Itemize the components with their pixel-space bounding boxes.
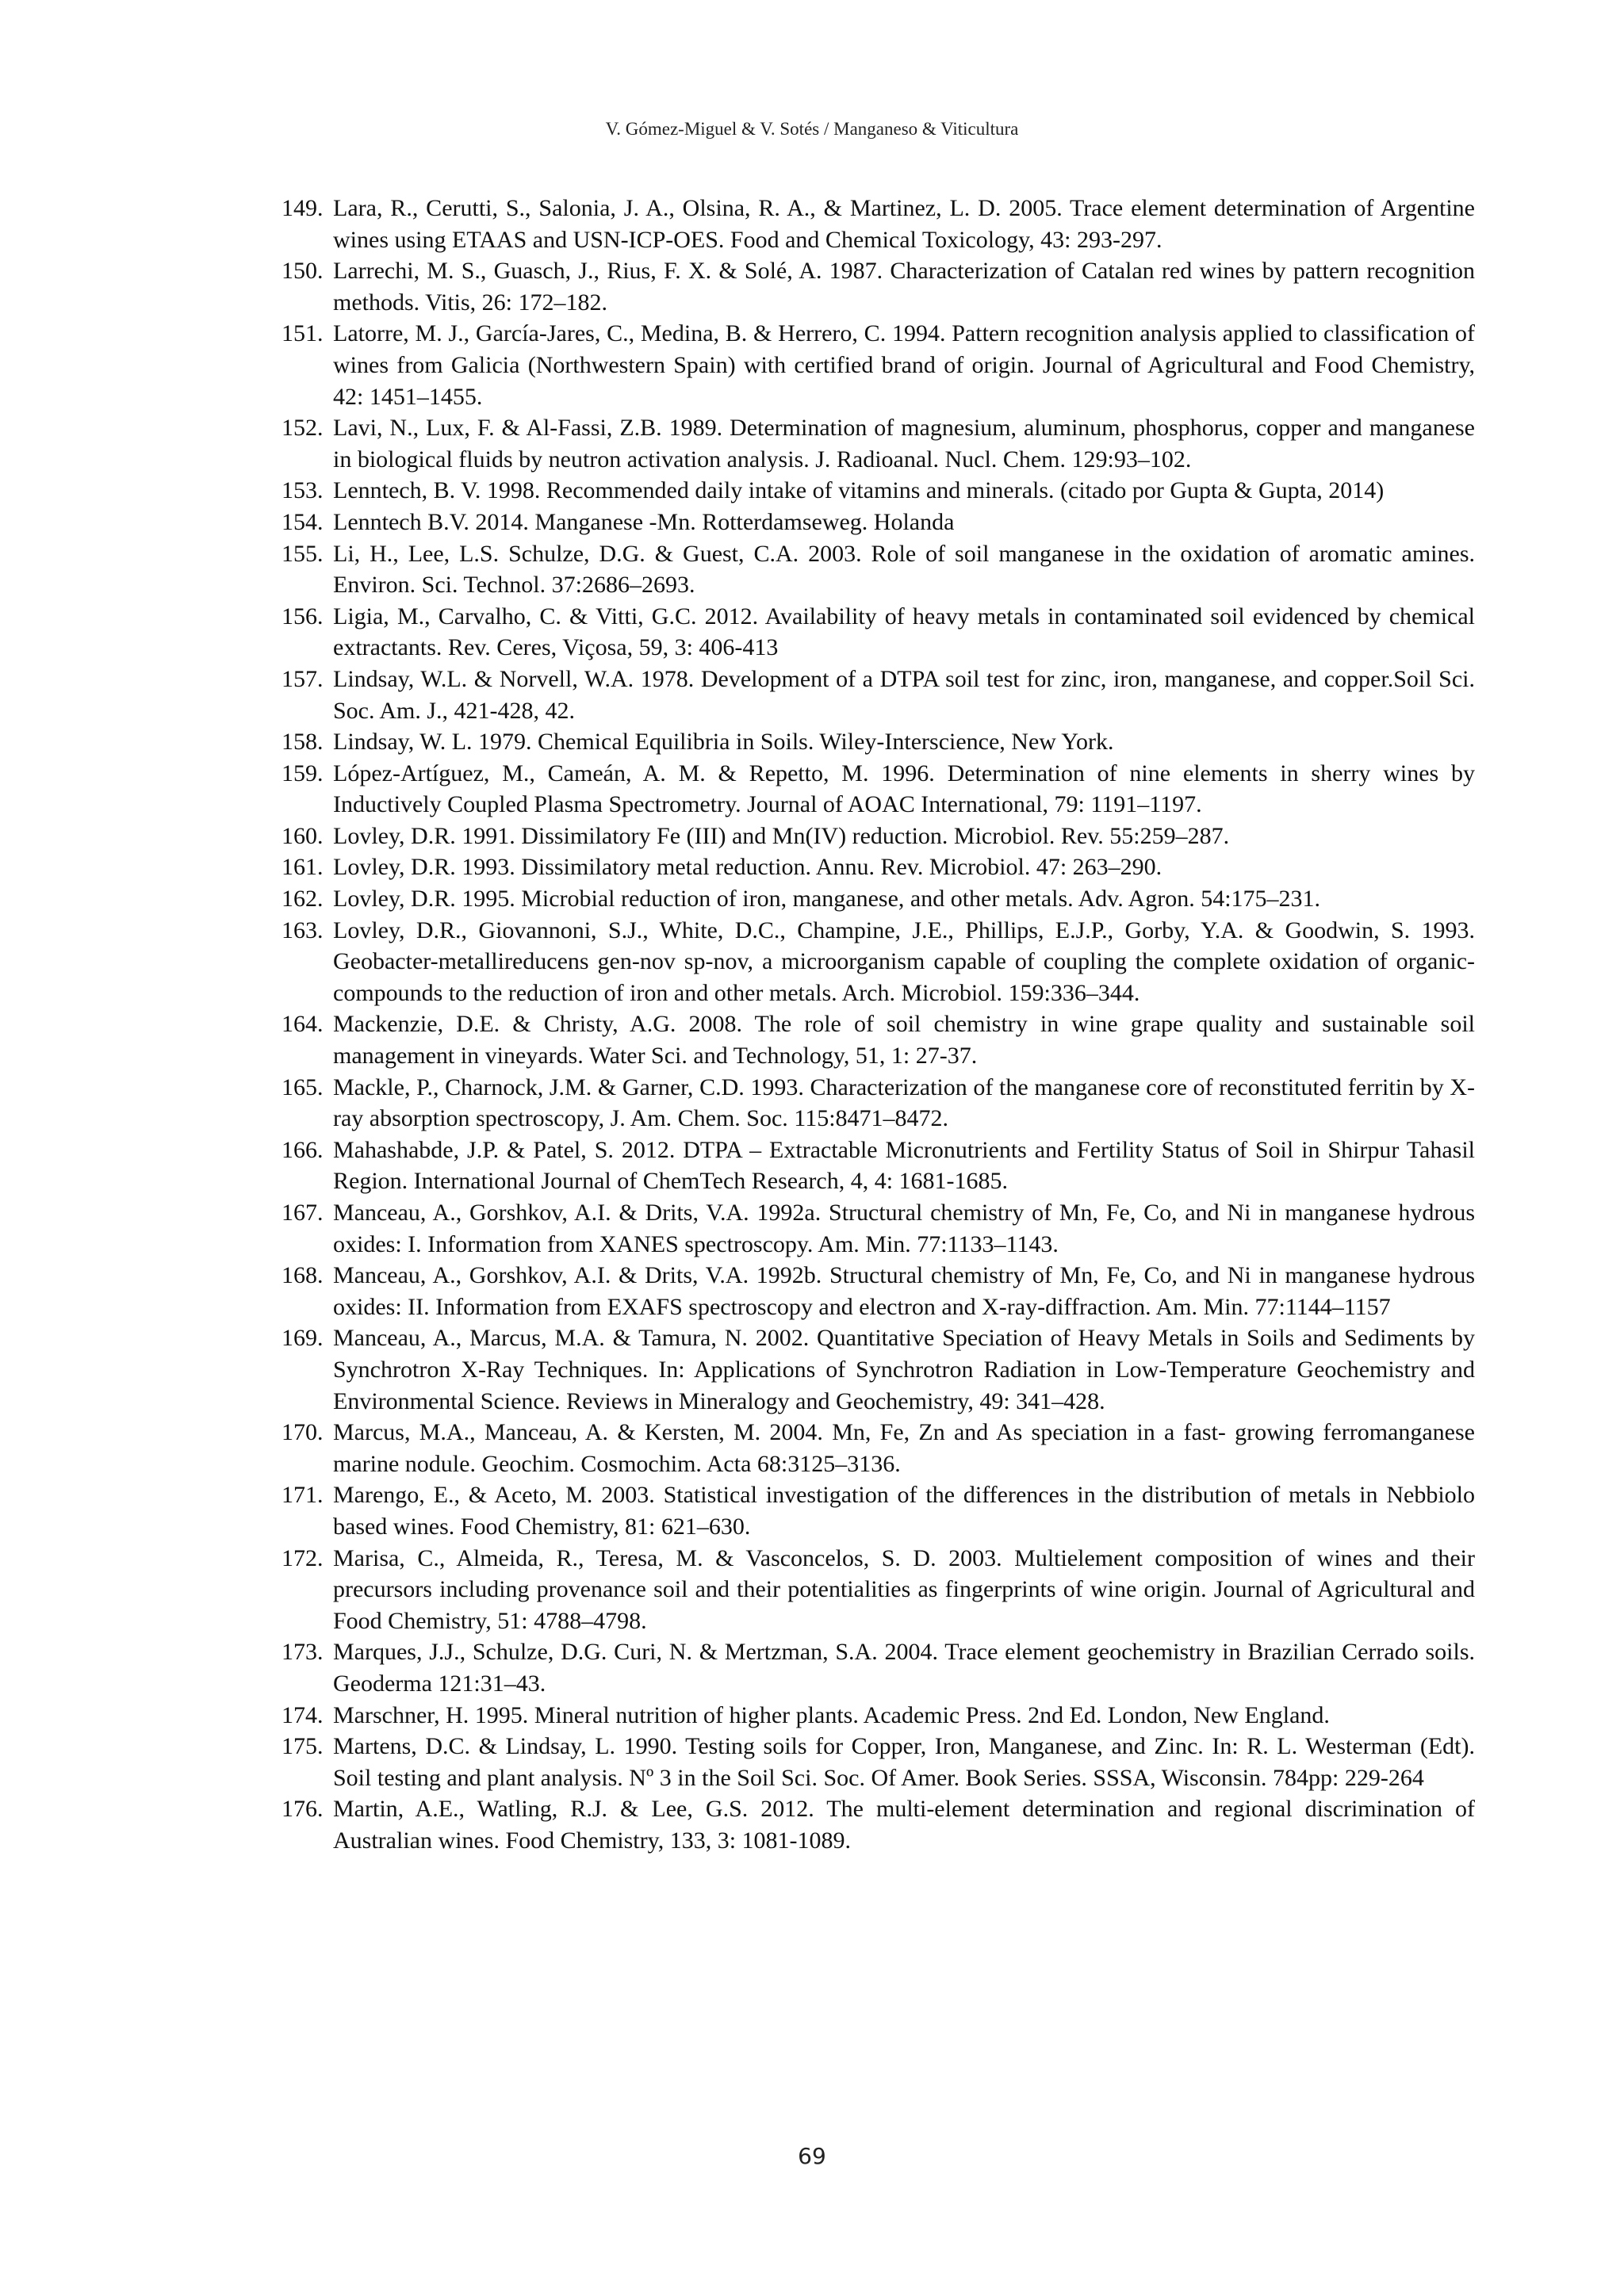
reference-item xyxy=(282,851,1475,883)
reference-text: Lindsay, W. L. 1979. Chemical Equilibria in Soils. Wiley-Interscience, New York. xyxy=(333,729,1114,756)
reference-text: Lovley, D.R. 1991. Dissimilatory Fe (III) and Mn(IV) reduction. Microbiol. Rev. 55:259–287. xyxy=(333,822,1230,849)
reference-text: Manceau, A., Gorshkov, A.I. & Drits, V.A. 1992b. Structural chemistry of Mn, Fe, Co, and Ni in manganese hydrous oxides: II. Information from EXAFS spectroscopy and electron and X-ray-diffraction. Am. Min. 77:1144–1157 xyxy=(333,1262,1475,1320)
reference-item xyxy=(282,475,1475,507)
reference-text: Li, H., Lee, L.S. Schulze, D.G. & Guest, C.A. 2003. Role of soil manganese in the oxidation of aromatic amines. Environ. Sci. Technol. 37:2686–2693. xyxy=(333,540,1475,599)
reference-item xyxy=(282,1700,1475,1732)
reference-text: Lavi, N., Lux, F. & Al-Fassi, Z.B. 1989. Determination of magnesium, aluminum, phosphorus, copper and manganese in biological fluids by neutron activation analysis. J. Radioanal. Nucl. Chem. 129:93–102. xyxy=(333,415,1475,473)
page-number: 69 xyxy=(798,2143,826,2169)
reference-text: Martin, A.E., Watling, R.J. & Lee, G.S. 2012. The multi-element determination and regional discrimination of Australian wines. Food Chemistry, 133, 3: 1081-1089. xyxy=(333,1796,1475,1854)
reference-number: 150. xyxy=(282,258,324,285)
reference-number: 172. xyxy=(282,1544,324,1571)
reference-number: 168. xyxy=(282,1262,324,1289)
reference-text: Lindsay, W.L. & Norvell, W.A. 1978. Development of a DTPA soil test for zinc, iron, manganese, and copper.Soil Sci. Soc. Am. J., 421-428, 42. xyxy=(333,665,1475,724)
reference-text: Lovley, D.R. 1993. Dissimilatory metal reduction. Annu. Rev. Microbiol. 47: 263–290. xyxy=(333,854,1162,881)
reference-text: Ligia, M., Carvalho, C. & Vitti, G.C. 2012. Availability of heavy metals in contaminated soil evidenced by chemical extractants. Rev. Ceres, Viçosa, 59, 3: 406-413 xyxy=(333,603,1475,661)
reference-item xyxy=(282,1543,1475,1637)
reference-text: Lara, R., Cerutti, S., Salonia, J. A., Olsina, R. A., & Martinez, L. D. 2005. Trace element determination of Argentine wines using ETAAS and USN-ICP-OES. Food and Chemical Toxicology, 43: 293-297. xyxy=(333,195,1475,253)
reference-number: 169. xyxy=(282,1325,324,1352)
reference-text: Marisa, C., Almeida, R., Teresa, M. & Vasconcelos, S. D. 2003. Multielement composition of wines and their precursors including provenance soil and their potentialities as fingerprints of wine origin. Journal of Agricultural and Food Chemistry, 51: 4788–4798. xyxy=(333,1544,1475,1634)
reference-number: 171. xyxy=(282,1482,324,1509)
reference-text: Mahashabde, J.P. & Patel, S. 2012. DTPA – Extractable Micronutrients and Fertility Status of Soil in Shirpur Tahasil Region. International Journal of ChemTech Research, 4, 4: 1681-1685. xyxy=(333,1136,1475,1195)
reference-text: Marschner, H. 1995. Mineral nutrition of higher plants. Academic Press. 2nd Ed. London, New England. xyxy=(333,1701,1330,1728)
reference-number: 161. xyxy=(282,854,324,881)
reference-item xyxy=(282,1479,1475,1542)
reference-item xyxy=(282,915,1475,1009)
reference-text: Manceau, A., Gorshkov, A.I. & Drits, V.A. 1992a. Structural chemistry of Mn, Fe, Co, and Ni in manganese hydrous oxides: I. Information from XANES spectroscopy. Am. Min. 77:1133–1143. xyxy=(333,1200,1475,1257)
reference-text: Lenntech B.V. 2014. Manganese -Mn. Rotterdamseweg. Holanda xyxy=(333,508,955,535)
reference-number: 152. xyxy=(282,415,324,442)
reference-text: Manceau, A., Marcus, M.A. & Tamura, N. 2002. Quantitative Speciation of Heavy Metals in Soils and Sediments by Synchrotron X-Ray Techniques. In: Applications of Synchrotron Radiation in Low-Temperature Geochemistry and Environmental Science. Reviews in Mineralogy and Geochemistry, 49: 341–428. xyxy=(333,1325,1475,1414)
reference-item xyxy=(282,1322,1475,1417)
reference-item xyxy=(282,193,1475,255)
reference-item xyxy=(282,1072,1475,1135)
reference-item xyxy=(282,664,1475,726)
reference-item xyxy=(282,1793,1475,1856)
reference-number: 163. xyxy=(282,916,324,943)
reference-item xyxy=(282,1197,1475,1260)
reference-item xyxy=(282,883,1475,915)
reference-item xyxy=(282,538,1475,601)
reference-number: 154. xyxy=(282,508,324,535)
reference-text: Larrechi, M. S., Guasch, J., Rius, F. X. & Solé, A. 1987. Characterization of Catalan red wines by pattern recognition methods. Vitis, 26: 172–182. xyxy=(333,258,1475,316)
reference-number: 155. xyxy=(282,540,324,567)
reference-item xyxy=(282,1135,1475,1197)
reference-text: Lenntech, B. V. 1998. Recommended daily intake of vitamins and minerals. (citado por Gupta & Gupta, 2014) xyxy=(333,477,1385,504)
reference-item xyxy=(282,1731,1475,1793)
reference-number: 165. xyxy=(282,1073,324,1100)
reference-number: 167. xyxy=(282,1200,324,1226)
reference-item xyxy=(282,318,1475,412)
reference-number: 164. xyxy=(282,1011,324,1038)
reference-item xyxy=(282,601,1475,664)
reference-number: 176. xyxy=(282,1796,324,1823)
reference-text: Mackenzie, D.E. & Christy, A.G. 2008. The role of soil chemistry in wine grape quality and sustainable soil management in vineyards. Water Sci. and Technology, 51, 1: 27-37. xyxy=(333,1011,1475,1070)
reference-item xyxy=(282,507,1475,538)
reference-text: Lovley, D.R., Giovannoni, S.J., White, D.C., Champine, J.E., Phillips, E.J.P., Gorby, Y.A. & Goodwin, S. 1993. Geobacter-metallireducens gen-nov sp-nov, a microorganism capable of coupling the complete oxidation of organic-compounds to the reduction of iron and other metals. Arch. Microbiol. 159:336–344. xyxy=(333,916,1475,1006)
reference-number: 159. xyxy=(282,760,324,786)
reference-text: Lovley, D.R. 1995. Microbial reduction of iron, manganese, and other metals. Adv. Agron. 54:175–231. xyxy=(333,886,1321,913)
reference-number: 162. xyxy=(282,886,324,913)
running-header: V. Gómez-Miguel & V. Sotés / Manganeso & Viticultura xyxy=(605,119,1019,139)
reference-number: 173. xyxy=(282,1639,324,1666)
reference-item xyxy=(282,821,1475,852)
reference-item xyxy=(282,255,1475,318)
reference-number: 149. xyxy=(282,195,324,221)
reference-number: 156. xyxy=(282,603,324,629)
reference-text: López-Artíguez, M., Cameán, A. M. & Repetto, M. 1996. Determination of nine elements in sherry wines by Inductively Coupled Plasma Spectrometry. Journal of AOAC International, 79: 1191–1197. xyxy=(333,760,1475,818)
reference-text: Marques, J.J., Schulze, D.G. Curi, N. & Mertzman, S.A. 2004. Trace element geochemistry in Brazilian Cerrado soils. Geoderma 121:31–43. xyxy=(333,1639,1475,1697)
reference-text: Martens, D.C. & Lindsay, L. 1990. Testing soils for Copper, Iron, Manganese, and Zinc. In: R. L. Westerman (Edt). Soil testing and plant analysis. Nº 3 in the Soil Sci. Soc. Of Amer. Book Series. SSSA, Wisconsin. 784pp: 229-264 xyxy=(333,1733,1475,1791)
reference-number: 160. xyxy=(282,822,324,849)
reference-item xyxy=(282,1260,1475,1322)
reference-text: Marcus, M.A., Manceau, A. & Kersten, M. 2004. Mn, Fe, Zn and As speciation in a fast- growing ferromanganese marine nodule. Geochim. Cosmochim. Acta 68:3125–3136. xyxy=(333,1419,1475,1477)
reference-item xyxy=(282,1636,1475,1699)
reference-item xyxy=(282,726,1475,758)
reference-number: 174. xyxy=(282,1701,324,1728)
reference-item xyxy=(282,1417,1475,1479)
reference-item xyxy=(282,1008,1475,1071)
reference-item xyxy=(282,758,1475,821)
reference-number: 170. xyxy=(282,1419,324,1446)
reference-number: 175. xyxy=(282,1733,324,1760)
reference-number: 157. xyxy=(282,665,324,692)
reference-number: 158. xyxy=(282,729,324,756)
reference-text: Mackle, P., Charnock, J.M. & Garner, C.D. 1993. Characterization of the manganese core of reconstituted ferritin by X-ray absorption spectroscopy, J. Am. Chem. Soc. 115:8471–8472. xyxy=(333,1073,1475,1132)
reference-number: 151. xyxy=(282,320,324,347)
reference-list xyxy=(282,193,1475,1856)
reference-number: 166. xyxy=(282,1136,324,1163)
reference-text: Marengo, E., & Aceto, M. 2003. Statistical investigation of the differences in the distribution of metals in Nebbiolo based wines. Food Chemistry, 81: 621–630. xyxy=(333,1482,1475,1540)
reference-number: 153. xyxy=(282,477,324,504)
reference-text: Latorre, M. J., García-Jares, C., Medina, B. & Herrero, C. 1994. Pattern recognition analysis applied to classification of wines from Galicia (Northwestern Spain) with certified brand of origin. Journal of Agricultural and Food Chemistry, 42: 1451–1455. xyxy=(333,320,1475,410)
reference-item xyxy=(282,412,1475,475)
